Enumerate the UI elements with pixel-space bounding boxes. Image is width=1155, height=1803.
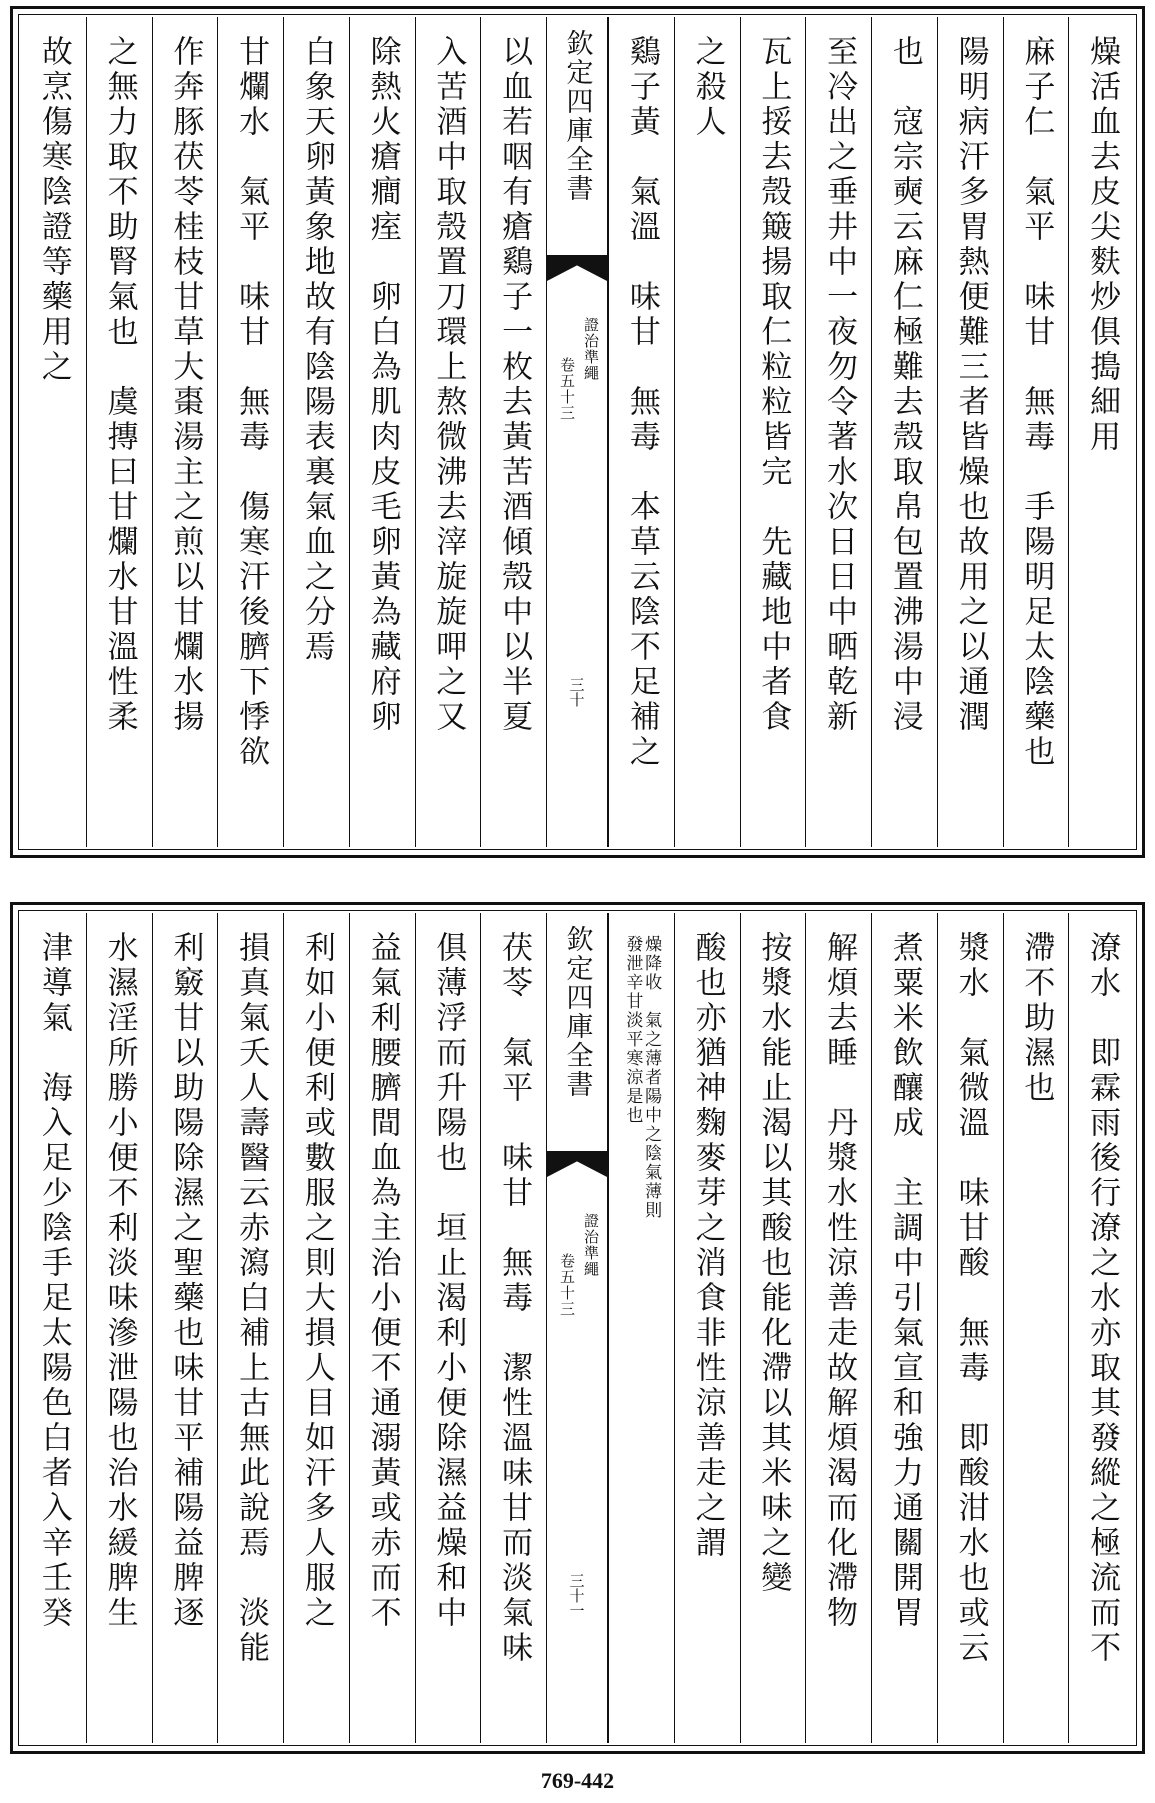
text-column: 之殺人: [674, 17, 740, 847]
text-column: 白象天卵黃象地故有陰陽表裏氣血之分焉: [283, 17, 349, 847]
bottom-page: [10, 902, 1145, 1754]
book-title: 證治準繩: [582, 1213, 600, 1277]
text-column: 滯不助濕也: [1003, 913, 1069, 1743]
collection-title: 欽定四庫全書: [561, 29, 593, 203]
text-column: 茯苓 氣平 味甘 無毒 潔性溫味甘而淡氣味: [480, 913, 546, 1743]
text-column: 俱薄浮而升陽也 垣止渴利小便除濕益燥和中: [415, 913, 481, 1743]
book-title: 證治準繩: [582, 317, 600, 381]
page-number: 三十: [567, 677, 586, 707]
text-column: 益氣利腰臍間血為主治小便不通溺黃或赤而不: [349, 913, 415, 1743]
text-column: 鷄子黃 氣溫 味甘 無毒 本草云陰不足補之: [608, 17, 674, 847]
page-center-fold: [546, 17, 608, 847]
text-column: 以血若咽有瘡鷄子一枚去黃苦酒傾殼中以半夏: [480, 17, 546, 847]
text-column: 燥活血去皮尖麩炒俱搗細用: [1068, 17, 1134, 847]
double-line-annotation: 燥降收 氣之薄者陽中之陰氣薄則 發泄辛甘淡平寒涼是也: [622, 935, 662, 1220]
page-number: 三十一: [567, 1573, 586, 1618]
page-id-footer: 769-442: [540, 1768, 615, 1793]
text-column: 之無力取不助腎氣也 虞摶曰甘爛水甘溫性柔: [86, 17, 152, 847]
text-column: 利竅甘以助陽除濕之聖藥也味甘平補陽益脾逐: [152, 913, 218, 1743]
volume-number: 卷五十三: [558, 357, 576, 421]
text-column: 陽明病汗多胃熱便難三者皆燥也故用之以通潤: [937, 17, 1003, 847]
text-column: 入苦酒中取殼置刀環上熬微沸去滓旋旋呷之又: [415, 17, 481, 847]
fish-tail-mark: [547, 255, 607, 281]
text-column: 解煩去睡 丹漿水性涼善走故解煩渴而化滯物: [805, 913, 871, 1743]
text-column: 至冷出之垂井中一夜勿令著水次日日中晒乾新: [805, 17, 871, 847]
text-column: 作奔豚茯苓桂枝甘草大棗湯主之煎以甘爛水揚: [152, 17, 218, 847]
text-column: 損真氣夭人壽醫云赤瀉白補上古無此說焉 淡能: [217, 913, 283, 1743]
collection-title: 欽定四庫全書: [561, 925, 593, 1099]
text-column: 也 寇宗奭云麻仁極難去殼取帛包置沸湯中浸: [871, 17, 937, 847]
text-column: 煮粟米飲釀成 主調中引氣宣和強力通關開胃: [871, 913, 937, 1743]
text-column: 潦水 即霖雨後行潦之水亦取其發縱之極流而不: [1068, 913, 1134, 1743]
text-column: 水濕淫所勝小便不利淡味滲泄陽也治水緩脾生: [86, 913, 152, 1743]
page-center-fold: [546, 913, 608, 1743]
text-column: 利如小便利或數服之則大損人目如汗多人服之: [283, 913, 349, 1743]
top-page: [10, 6, 1145, 858]
bottom-page-columns: [21, 913, 1134, 1743]
text-column: 漿水 氣微溫 味甘酸 無毒 即酸泔水也或云: [937, 913, 1003, 1743]
volume-number: 卷五十三: [558, 1253, 576, 1317]
text-column: 瓦上挼去殼簸揚取仁粒粒皆完 先藏地中者食: [740, 17, 806, 847]
text-column: 除熱火瘡癎痓 卵白為肌肉皮毛卵黃為藏府卵: [349, 17, 415, 847]
annotation-column: [608, 913, 674, 1743]
text-column: 按漿水能止渴以其酸也能化滯以其米味之變: [740, 913, 806, 1743]
fish-tail-mark: [547, 1151, 607, 1177]
text-column: 甘爛水 氣平 味甘 無毒 傷寒汗後臍下悸欲: [217, 17, 283, 847]
top-page-columns: [21, 17, 1134, 847]
text-column: 麻子仁 氣平 味甘 無毒 手陽明足太陰藥也: [1003, 17, 1069, 847]
text-column: 酸也亦猶神麴麥芽之消食非性涼善走之謂: [674, 913, 740, 1743]
text-column: 津導氣 海入足少陰手足太陽色白者入辛壬癸: [35, 931, 72, 1631]
text-column: 故烹傷寒陰證等藥用之: [35, 35, 72, 385]
